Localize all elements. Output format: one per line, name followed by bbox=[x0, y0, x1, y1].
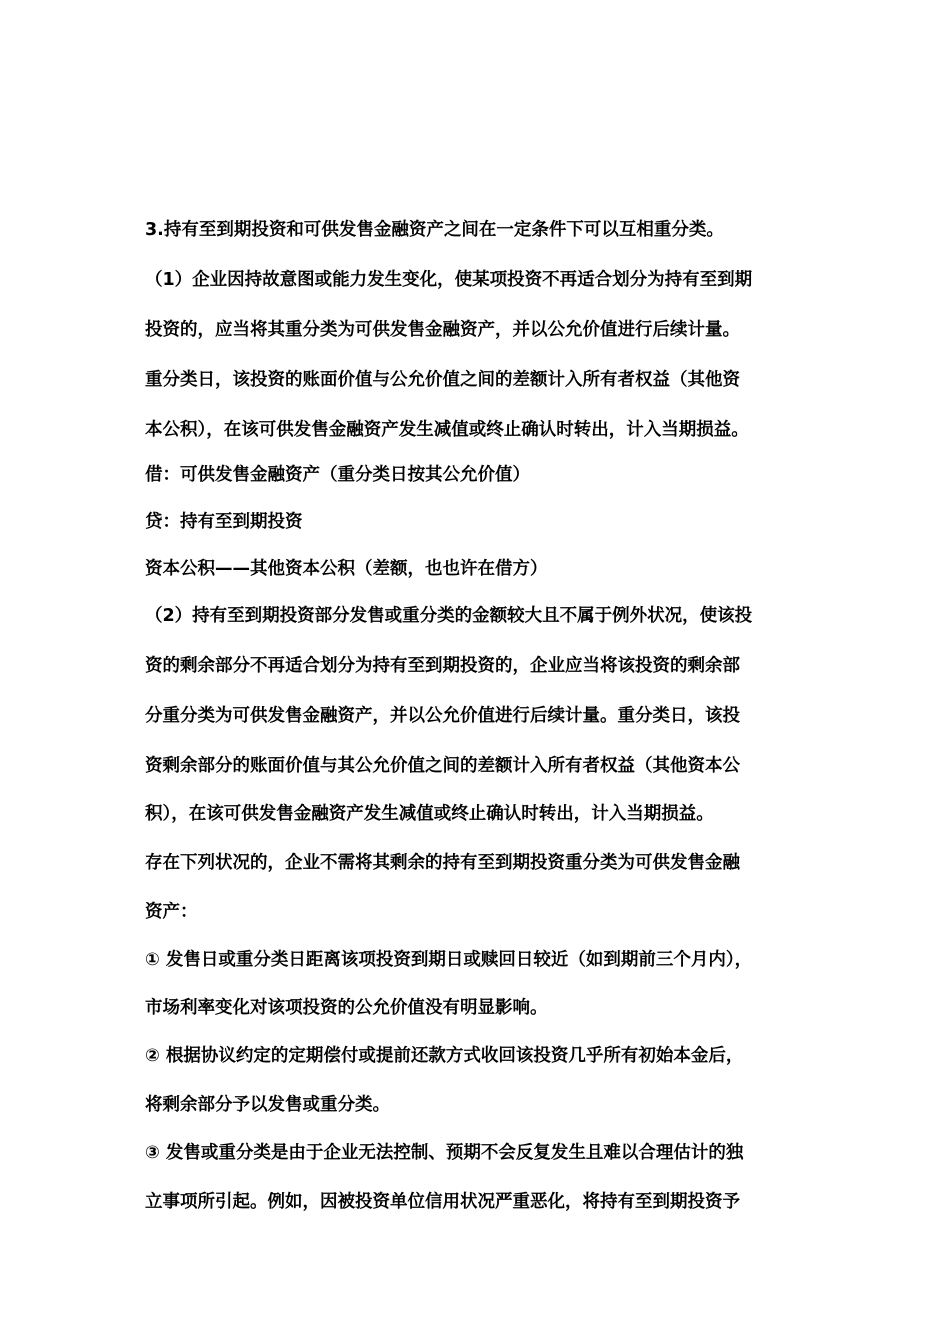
paragraph-line: 存在下列状况的，企业不需将其剩余的持有至到期投资重分类为可供发售金融 bbox=[145, 853, 740, 873]
paragraph-line: 投资的，应当将其重分类为可供发售金融资产，并以公允价值进行后续计量。 bbox=[145, 320, 740, 340]
list-item-continued: 市场利率变化对该项投资的公允价值没有明显影响。 bbox=[145, 998, 548, 1018]
list-item-continued: 将剩余部分予以发售或重分类。 bbox=[145, 1095, 390, 1115]
paragraph-line: 本公积），在该可供发售金融资产发生减值或终止确认时转出，计入当期损益。 bbox=[145, 420, 749, 440]
paragraph-line: （2）持有至到期投资部分发售或重分类的金额较大且不属于例外状况，使该投 bbox=[145, 606, 753, 626]
paragraph-line: 资剩余部分的账面价值与其公允价值之间的差额计入所有者权益（其他资本公 bbox=[145, 756, 740, 776]
list-item: ③ 发售或重分类是由于企业无法控制、预期不会反复发生且难以合理估计的独 bbox=[145, 1143, 744, 1163]
journal-entry-credit-2: 资本公积——其他资本公积（差额，也也许在借方） bbox=[145, 559, 548, 579]
paragraph-line: （1）企业因持故意图或能力发生变化，使某项投资不再适合划分为持有至到期 bbox=[145, 270, 753, 290]
list-item-continued: 立事项所引起。例如，因被投资单位信用状况严重恶化，将持有至到期投资予 bbox=[145, 1192, 740, 1212]
paragraph-line: 资产： bbox=[145, 902, 198, 922]
paragraph-line: 资的剩余部分不再适合划分为持有至到期投资的，企业应当将该投资的剩余部 bbox=[145, 656, 740, 676]
list-item: ② 根据协议约定的定期偿付或提前还款方式收回该投资几乎所有初始本金后， bbox=[145, 1046, 744, 1066]
paragraph-line: 重分类日，该投资的账面价值与公允价值之间的差额计入所有者权益（其他资 bbox=[145, 370, 740, 390]
list-item: ① 发售日或重分类日距离该项投资到期日或赎回日较近（如到期前三个月内）， bbox=[145, 950, 753, 970]
journal-entry-credit: 贷：持有至到期投资 bbox=[145, 512, 303, 532]
section-heading: 3.持有至到期投资和可供发售金融资产之间在一定条件下可以互相重分类。 bbox=[145, 220, 724, 240]
paragraph-line: 积），在该可供发售金融资产发生减值或终止确认时转出，计入当期损益。 bbox=[145, 804, 714, 824]
paragraph-line: 分重分类为可供发售金融资产，并以公允价值进行后续计量。重分类日，该投 bbox=[145, 706, 740, 726]
journal-entry-debit: 借：可供发售金融资产（重分类日按其公允价值） bbox=[145, 465, 530, 485]
